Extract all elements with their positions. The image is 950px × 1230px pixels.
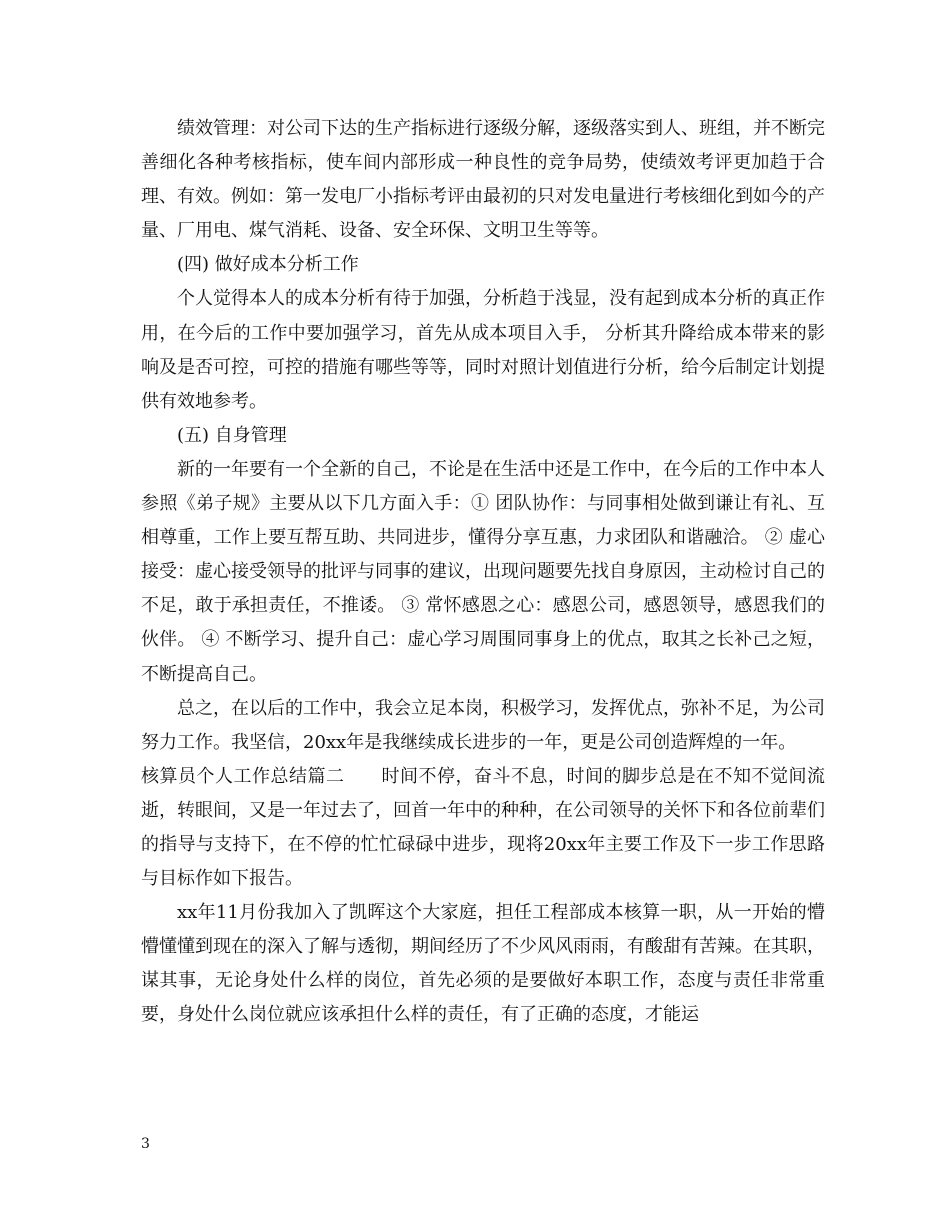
- paragraph-performance-management: 绩效管理：对公司下达的生产指标进行逐级分解，逐级落实到人、班组，并不断完善细化各种考核指标，使车间内部形成一种良性的竞争局势，使绩效考评更加趋于合理、有效。例如：第一发电厂小指标考评由最初的只对发电量进行考核细化到如今的产量、厂用电、煤气消耗、设备、安全环保、文明卫生等等。: [141, 118, 825, 242]
- paragraph-self-management: 新的一年要有一个全新的自己，不论是在生活中还是工作中，在今后的工作中本人参照《弟子规》主要从以下几方面入手：① 团队协作：与同事相处做到谦让有礼、互相尊重，工作上要互帮互助、共同进步，懂得分享互惠，力求团队和谐融洽。 ② 虚心接受：虚心接受领导的批评与同事的建议，出现问题要先找自身原因，主动检讨自己的不足，敢于承担责任，不推诿。 ③ 常怀感恩之心：感恩公司，感恩领导，感恩我们的伙伴。 ④ 不断学习、提升自己：虚心学习周围同事身上的优点，取其之长补己之短，不断提高自己。: [141, 458, 825, 685]
- paragraph-conclusion: 总之，在以后的工作中，我会立足本岗，积极学习，发挥优点，弥补不足，为公司努力工作。我坚信，20xx年是我继续成长进步的一年，更是公司创造辉煌的一年。: [141, 697, 825, 753]
- section-heading-cost-analysis: (四) 做好成本分析工作: [177, 254, 359, 276]
- document-body: [141, 112, 825, 1033]
- paragraph-joining-company: xx年11月份我加入了凯晖这个大家庭，担任工程部成本核算一职，从一开始的懵懵懂懂到现在的深入了解与透彻，期间经历了不少风风雨雨，有酸甜有苦辣。在其职，谋其事，无论身处什么样的岗位，首先必须的是要做好本职工作，态度与责任非常重要，身处什么岗位就应该承担什么样的责任，有了正确的态度，才能运: [141, 902, 825, 1026]
- paragraph-part-two-intro: 核算员个人工作总结篇二 时间不停，奋斗不息，时间的脚步总是在不知不觉间流逝，转眼间，又是一年过去了，回首一年中的种种，在公司领导的关怀下和各位前辈们的指导与支持下，在不停的忙忙碌碌中进步，现将20xx年主要工作及下一步工作思路与目标作如下报告。: [141, 765, 825, 890]
- paragraph-cost-analysis: 个人觉得本人的成本分析有待于加强，分析趋于浅显，没有起到成本分析的真正作用，在今后的工作中要加强学习，首先从成本项目入手， 分析其升降给成本带来的影响及是否可控，可控的措施有哪些等等，同时对照计划值进行分析，给今后制定计划提供有效地参考。: [141, 288, 825, 412]
- section-heading-self-management: (五) 自身管理: [177, 424, 287, 446]
- page-number: 3: [141, 1136, 150, 1152]
